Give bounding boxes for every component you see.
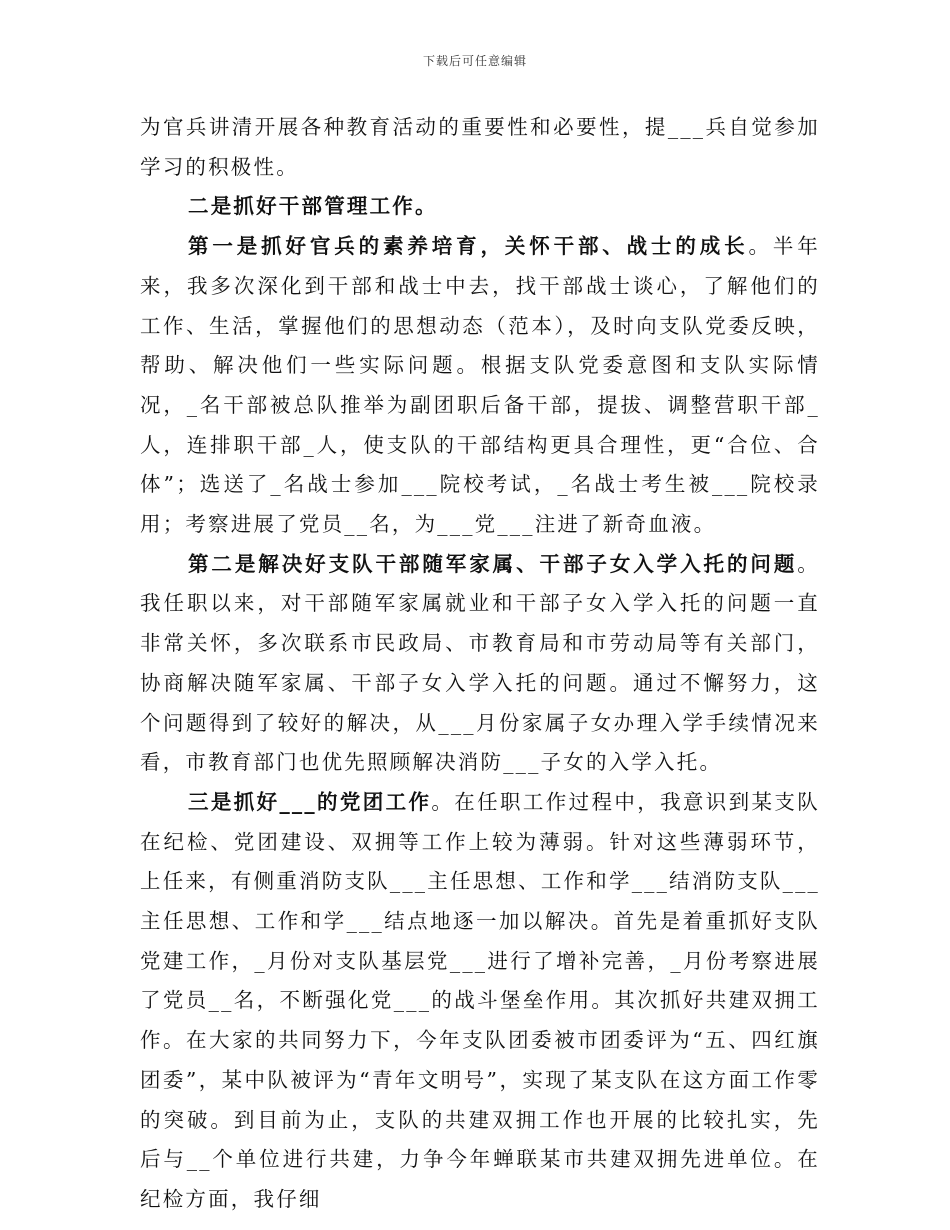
paragraph-lead: 三是抓好___的党团工作 [188,789,432,814]
paragraph-continuation [140,108,820,187]
paragraph-party-work [140,783,820,1220]
paragraph-cultivation [140,227,820,545]
paragraph-family-schooling [140,545,820,783]
paragraph-lead: 第一是抓好官兵的素养培育，关怀干部、战士的成长 [188,234,749,259]
paragraph-text: 。我任职以来，对干部随军家属就业和干部子女入学入托的问题一直非常关怀，多次联系市民政局、市教育局和市劳动局等有关部门，协商解决随军家属、干部子女入学入托的问题。通过不懈努力，这个问题得到了较好的解决，从___月份家属子女办理入学手续情况来看，市教育部门也优先照顾解决消防___子女的入学入托。 [140,551,820,775]
paragraph-text: 。半年来，我多次深化到干部和战士中去，找干部战士谈心，了解他们的工作、生活，掌握他们的思想动态（范本），及时向支队党委反映，帮助、解决他们一些实际问题。根据支队党委意图和支队实际情况，_名干部被总队推举为副团职后备干部，提拔、调整营职干部_人，连排职干部_人，使支队的干部结构更具合理性，更“合位、合体”；选送了_名战士参加___院校考试，_名战士考生被___院校录用；考察进展了党员__名，为___党___注进了新奇血液。 [140,234,820,537]
section-heading-text: 二是抓好干部管理工作。 [188,194,438,219]
paragraph-lead: 第二是解决好支队干部随军家属、干部子女入学入托的问题 [188,551,798,576]
paragraph-text: 。在任职工作过程中，我意识到某支队在纪检、党团建设、双拥等工作上较为薄弱。针对这些薄弱环节，上任来，有侧重消防支队___主任思想、工作和学___结消防支队___主任思想、工作和学___结点地逐一加以解决。首先是着重抓好支队党建工作，_月份对支队基层党___进行了增补完善，_月份考察进展了党员__名，不断强化党___的战斗堡垒作用。其次抓好共建双拥工作。在大家的共同努力下，今年支队团委被市团委评为“五、四红旗团委”，某中队被评为“青年文明号”，实现了某支队在这方面工作零的突破。到目前为止，支队的共建双拥工作也开展的比较扎实，先后与__个单位进行共建，力争今年蝉联某市共建双拥先进单位。在纪检方面，我仔细 [140,789,820,1211]
document-body [140,108,820,1220]
paragraph-text: 为官兵讲清开展各种教育活动的重要性和必要性，提___兵自觉参加学习的积极性。 [140,115,820,179]
section-heading-cadre-management [140,187,820,227]
page-header: 下载后可任意编辑 [422,54,527,68]
